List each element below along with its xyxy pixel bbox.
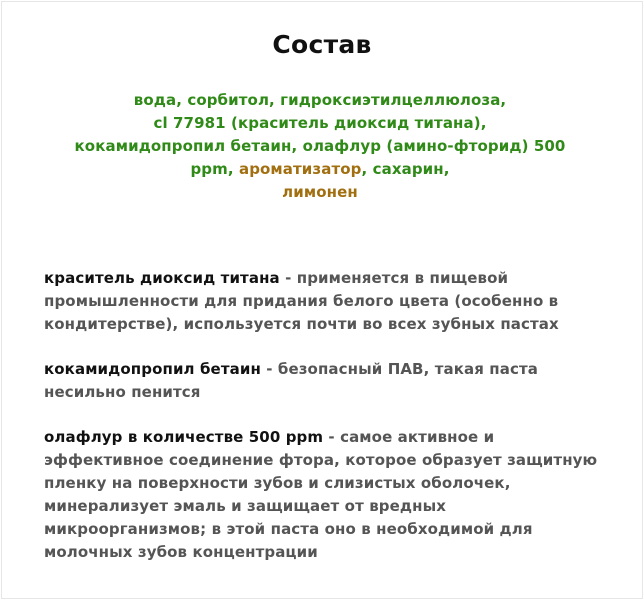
ingredient-notes — [44, 252, 604, 586]
note-separator: - — [323, 428, 341, 446]
ingredient-olaflur: олафлур (амино-фторид) 500 ppm — [190, 137, 566, 178]
note-separator: - — [279, 269, 297, 287]
ingredient-limonene: лимонен — [282, 183, 358, 201]
note-term: олафлур в количестве 500 ppm — [44, 428, 324, 446]
ingredient-water: вода — [133, 91, 177, 109]
ingredient-cocamidopropyl-betaine: кокамидопропил бетаин — [74, 137, 292, 155]
page-title: Состав — [272, 30, 372, 59]
note-description: безопасный ПАВ, такая паста несильно пенится — [44, 360, 538, 401]
note-description: самое активное и эффективное соединение фтора, которое образует защитную пленку на поверхности зубов и слизистых оболочек, минерализует эмаль и защищает от вредных микроорганизмов; в этой паста оно в необходимой для молочных зубов концентрации — [44, 428, 598, 561]
ingredient-saccharin: сахарин — [372, 160, 444, 178]
note-term: кокамидопропил бетаин — [44, 360, 261, 378]
note-cocamidopropyl-betaine — [44, 358, 604, 404]
ingredients-list: вода, сорбитол, гидроксиэтилцеллюлоза, cl 77981 (краситель диоксид титана), кокамидопропил бетаин, олафлур (амино-фторид) 500 ppm, ароматизатор, сахарин, лимонен — [74, 91, 566, 201]
ingredient-titanium-dioxide: cl 77981 (краситель диоксид титана) — [153, 114, 481, 132]
ingredient-sorbitol: сорбитол — [187, 91, 270, 109]
note-separator: - — [260, 360, 278, 378]
ingredient-flavoring: ароматизатор — [238, 160, 362, 178]
note-description: применяется в пищевой промышленности для придания белого цвета (особенно в кондитерстве), используется почти во всех зубных пастах — [44, 269, 559, 333]
note-term: краситель диоксид титана — [44, 269, 280, 287]
ingredient-hydroxyethylcellulose: гидроксиэтилцеллюлоза — [280, 91, 501, 109]
note-olaflur — [44, 426, 604, 564]
note-titanium-dioxide — [44, 267, 604, 336]
